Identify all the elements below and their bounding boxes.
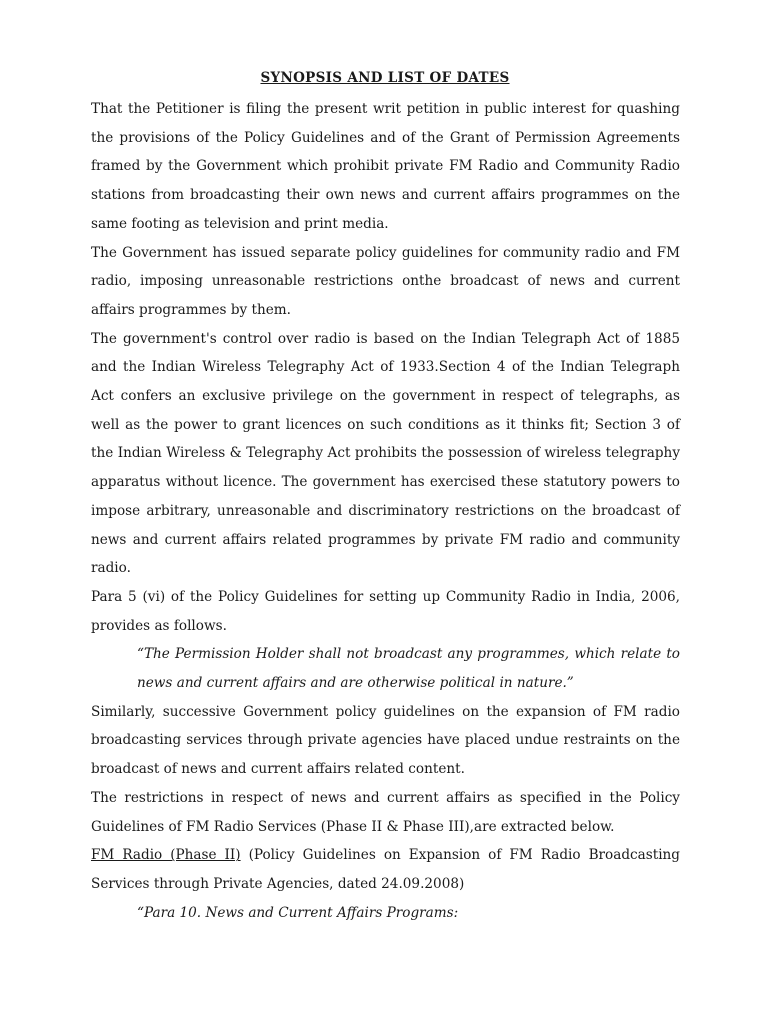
document-body bbox=[91, 95, 680, 927]
paragraph-restrictions: The restrictions in respect of news and current affairs as specified in the Policy Guidelines of FM Radio Services (Phase II & Phase III),are extracted below. bbox=[91, 789, 680, 835]
paragraph-government-control: The government's control over radio is based on the Indian Telegraph Act of 1885 and the Indian Wireless Telegraphy Act of 1933.Section 4 of the Indian Telegraph Act confers an exclusive privilege on the government in respect of telegraphs, as well as the power to grant licences on such conditions as it thinks fit; Section 3 of the Indian Wireless & Telegraphy Act prohibits the possession of wireless telegraphy apparatus without licence. The government has exercised these statutory powers to impose arbitrary, unreasonable and discriminatory restrictions on the broadcast of news and current affairs related programmes by private FM radio and community radio. bbox=[91, 330, 680, 577]
paragraph-fm-phase2 bbox=[91, 841, 680, 898]
paragraph-petition-intro: That the Petitioner is filing the present writ petition in public interest for quashing the provisions of the Policy Guidelines and of the Grant of Permission Agreements framed by the Government which prohibit private FM Radio and Community Radio stations from broadcasting their own news and current affairs programmes on the same footing as television and print media. bbox=[91, 101, 680, 232]
quote-para10-heading: “Para 10. News and Current Affairs Programs: bbox=[137, 904, 459, 921]
fm-phase2-heading: FM Radio (Phase II) bbox=[91, 847, 241, 864]
paragraph-similarly: Similarly, successive Government policy guidelines on the expansion of FM radio broadcasting services through private agencies have placed undue restraints on the broadcast of news and current affairs related content. bbox=[91, 703, 680, 778]
document-title: SYNOPSIS AND LIST OF DATES bbox=[260, 70, 510, 86]
fm-phase2-description: (Policy Guidelines on Expansion of FM Radio Broadcasting Services through Private Agencies, dated 24.09.2008) bbox=[91, 847, 681, 892]
paragraph-policy-guidelines: The Government has issued separate policy guidelines for community radio and FM radio, imposing unreasonable restrictions onthe broadcast of news and current affairs programmes by them. bbox=[91, 244, 680, 318]
paragraph-para5: Para 5 (vi) of the Policy Guidelines for setting up Community Radio in India, 2006, provides as follows. bbox=[91, 588, 680, 634]
quote-permission-holder: “The Permission Holder shall not broadcast any programmes, which relate to news and current affairs and are otherwise political in nature.” bbox=[137, 646, 680, 692]
